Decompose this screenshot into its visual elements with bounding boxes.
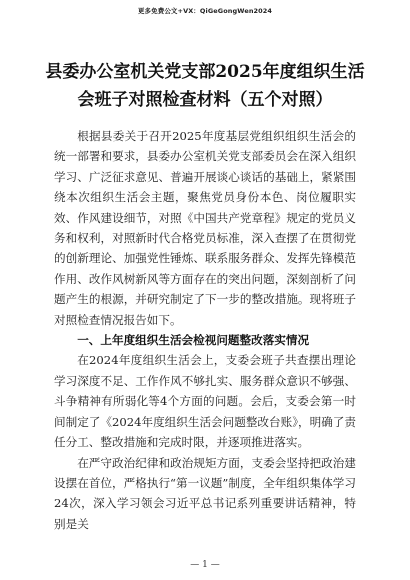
header-banner: 更多免费公文+VX：QiGeGongWen2024 <box>137 7 273 15</box>
intro-paragraph: 根据县委关于召开2025年度基层党组织组织生活会的统一部署和要求，县委办公室机关党支部委员会在深入组织学习、广泛征求意见、普遍开展谈心谈话的基础上，紧紧围绕本次组织生活会主题，聚焦党员身份本色、岗位履职实效、作风建设细节，对照《中国共产党章程》规定的党员义务和权利，对照新时代合格党员标准，深入查摆了在贯彻党的创新理论、加强党性锤炼、联系服务群众、发挥先锋模范作用、改作风树新风等方面存在的突出问题，深刻剖析了问题产生的根源，并研究制定了下一步的整改措施。现将班子对照检查情况报告如下。 <box>54 129 356 327</box>
document-title: 县委办公室机关党支部2025年度组织生活会班子对照检查材料（五个对照） <box>45 62 365 110</box>
section-paragraph: 在2024年度组织生活会上，支委会班子共查摆出理论学习深度不足、工作作风不够扎实、服务群众意识不够强、斗争精神有所弱化等4个方面的问题。会后，支委会第一时间制定了《2024年度组织生活会问题整改台账》，明确了责任分工、整改措施和完成时限，并逐项推进落实。 <box>54 353 356 450</box>
section-paragraph: 在严守政治纪律和政治规矩方面，支委会坚持把政治建设摆在首位，严格执行“第一议题”制度，全年组织集体学习24次，深入学习领会习近平总书记系列重要讲话精神，特别是关 <box>54 455 356 531</box>
page-number: — 1 — <box>190 560 220 570</box>
document-body <box>54 126 356 534</box>
section-heading: 一、上年度组织生活会检视问题整改落实情况 <box>77 333 310 348</box>
